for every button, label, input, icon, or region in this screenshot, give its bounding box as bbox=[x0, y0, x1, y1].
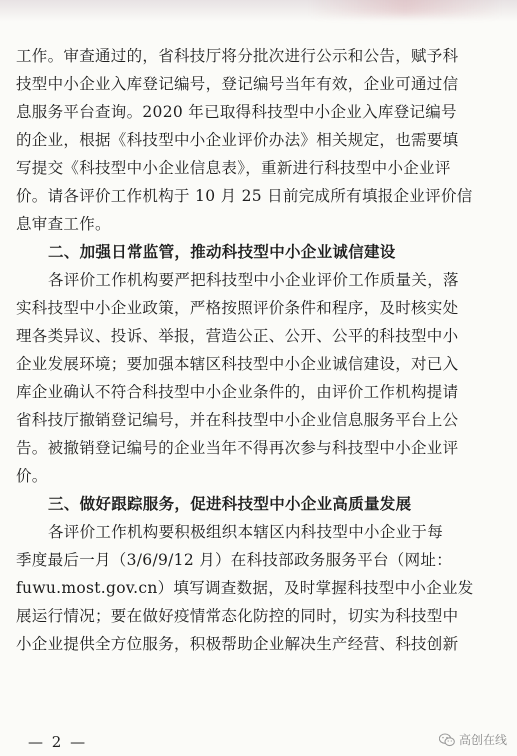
body-line: 季度最后一月（3/6/9/12 月）在科技部政务服务平台（网址： bbox=[16, 551, 453, 569]
body-line: 企业发展环境；要加强本辖区科技型中小企业诚信建设，对已入 bbox=[16, 355, 459, 373]
wechat-icon bbox=[439, 733, 455, 747]
watermark bbox=[439, 731, 507, 748]
body-line: 小企业提供全方位服务，积极帮助企业解决生产经营、科技创新 bbox=[16, 635, 459, 653]
bleed-through-header bbox=[310, 0, 500, 16]
body-line: 写提交《科技型中小企业信息表》，重新进行科技型中小企业评 bbox=[16, 159, 451, 177]
body-line: 技型中小企业入库登记编号，登记编号当年有效，企业可通过信 bbox=[16, 75, 459, 93]
body-line: 工作。审查通过的，省科技厅将分批次进行公示和公告，赋予科 bbox=[16, 47, 459, 65]
body-line: fuwu.most.gov.cn）填写调查数据，及时掌握科技型中小企业发 bbox=[16, 579, 474, 597]
section-heading: 三、做好跟踪服务，促进科技型中小企业高质量发展 bbox=[48, 495, 412, 513]
body-line: 价。 bbox=[16, 467, 48, 485]
body-line: 价。请各评价工作机构于 10 月 25 日前完成所有填报企业评价信 bbox=[16, 187, 473, 205]
page-number: — 2 — bbox=[28, 733, 88, 751]
body-line: 息服务平台查询。2020 年已取得科技型中小企业入库登记编号 bbox=[16, 103, 457, 121]
body-line: 省科技厅撤销登记编号，并在科技型中小企业信息服务平台上公 bbox=[16, 411, 459, 429]
body-line: 展运行情况；要在做好疫情常态化防控的同时，切实为科技型中 bbox=[16, 607, 459, 625]
body-line: 息审查工作。 bbox=[16, 215, 111, 233]
section-heading: 二、加强日常监管，推动科技型中小企业诚信建设 bbox=[48, 243, 396, 261]
document-body bbox=[16, 42, 504, 658]
body-line: 库企业确认不符合科技型中小企业条件的，由评价工作机构提请 bbox=[16, 383, 459, 401]
body-line: 理各类异议、投诉、举报，营造公正、公开、公平的科技型中小 bbox=[16, 327, 459, 345]
body-line: 的企业，根据《科技型中小企业评价办法》相关规定，也需要填 bbox=[16, 131, 459, 149]
body-line: 告。被撤销登记编号的企业当年不得再次参与科技型中小企业评 bbox=[16, 439, 459, 457]
watermark-text: 高创在线 bbox=[458, 733, 507, 747]
body-line: 各评价工作机构要严把科技型中小企业评价工作质量关，落 bbox=[48, 271, 459, 289]
body-line: 实科技型中小企业政策，严格按照评价条件和程序，及时核实处 bbox=[16, 299, 459, 317]
body-line: 各评价工作机构要积极组织本辖区内科技型中小企业于每 bbox=[48, 523, 444, 541]
